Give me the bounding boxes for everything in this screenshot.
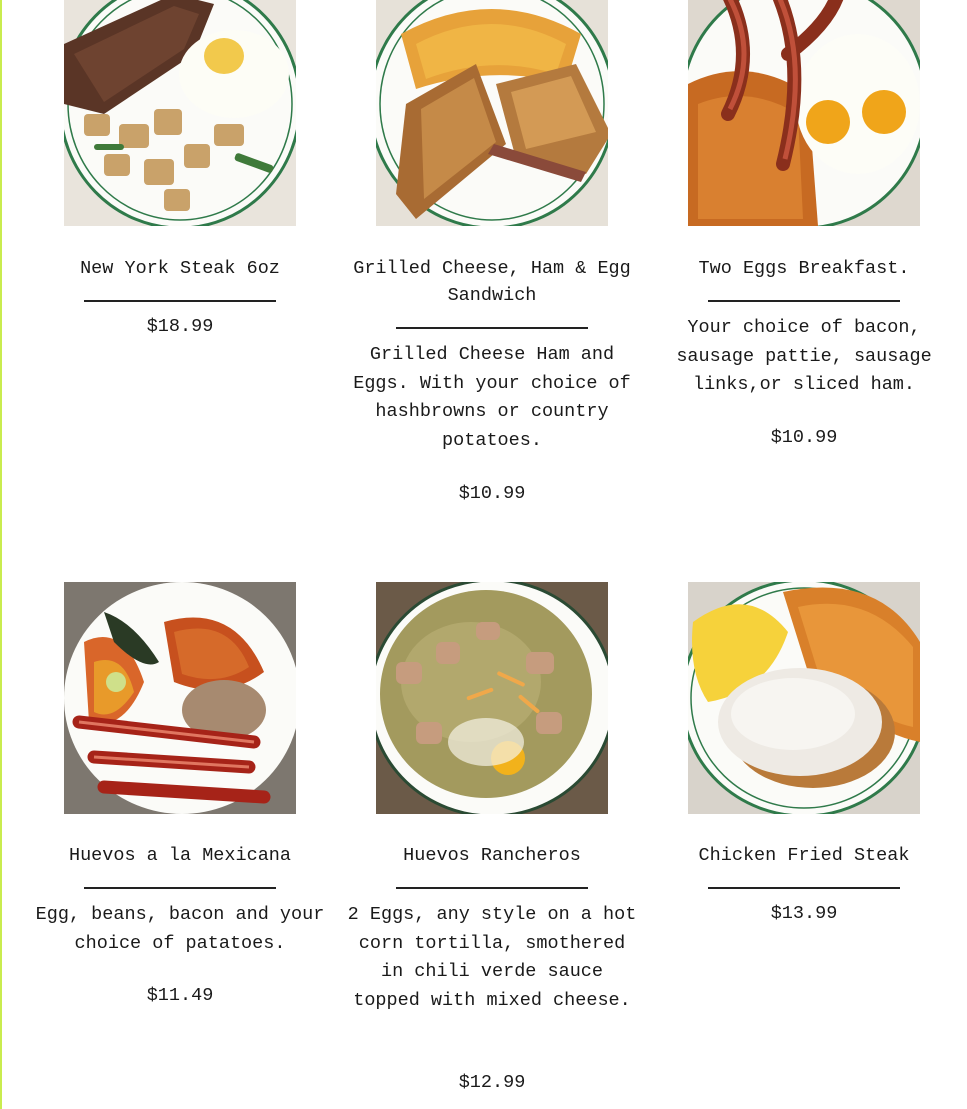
menu-item-divider xyxy=(396,887,588,889)
steak-and-eggs-image xyxy=(64,0,296,226)
menu-item-price: $18.99 xyxy=(146,316,214,337)
huevos-mexicana-image xyxy=(64,582,296,814)
menu-item-name: Huevos a la Mexicana xyxy=(68,845,292,866)
two-eggs-breakfast-photo[interactable] xyxy=(688,0,920,226)
huevos-rancheros-image xyxy=(376,582,608,814)
menu-item-price: $10.99 xyxy=(770,427,838,448)
menu-item-price: $12.99 xyxy=(458,1072,526,1093)
menu-item-name: Grilled Cheese, Ham & Egg Sandwich xyxy=(353,258,631,306)
menu-item-description: Grilled Cheese Ham and Eggs. With your choice of hashbrowns or country potatoes. xyxy=(353,344,631,452)
huevos-mexicana-photo[interactable] xyxy=(64,582,296,814)
menu-item-divider xyxy=(396,327,588,329)
menu-item-description: Your choice of bacon, sausage pattie, sausage links,or sliced ham. xyxy=(676,317,932,396)
menu-item-name: New York Steak 6oz xyxy=(80,258,280,279)
chicken-fried-steak-photo[interactable] xyxy=(688,582,920,814)
menu-item-divider xyxy=(708,887,900,889)
menu-item-price: $11.49 xyxy=(146,985,214,1006)
menu-item-divider xyxy=(708,300,900,302)
bacon-eggs-image xyxy=(688,0,920,226)
chicken-fried-steak-image xyxy=(688,582,920,814)
steak-and-eggs-photo[interactable] xyxy=(64,0,296,226)
menu-item-name: Two Eggs Breakfast. xyxy=(698,258,910,279)
menu-item-divider xyxy=(84,887,276,889)
grilled-cheese-image xyxy=(376,0,608,226)
menu-item-description: Egg, beans, bacon and your choice of patatoes. xyxy=(35,904,325,954)
menu-item-price: $13.99 xyxy=(770,903,838,924)
huevos-rancheros-photo[interactable] xyxy=(376,582,608,814)
menu-item-divider xyxy=(84,300,276,302)
menu-item-description: 2 Eggs, any style on a hot corn tortilla, smothered in chili verde sauce topped with mixed cheese. xyxy=(347,904,637,1012)
menu-item-price: $10.99 xyxy=(458,483,526,504)
menu-item-name: Chicken Fried Steak xyxy=(698,845,910,866)
grilled-cheese-photo[interactable] xyxy=(376,0,608,226)
menu-item-name: Huevos Rancheros xyxy=(403,845,581,866)
page-left-accent-stripe xyxy=(0,0,2,1109)
